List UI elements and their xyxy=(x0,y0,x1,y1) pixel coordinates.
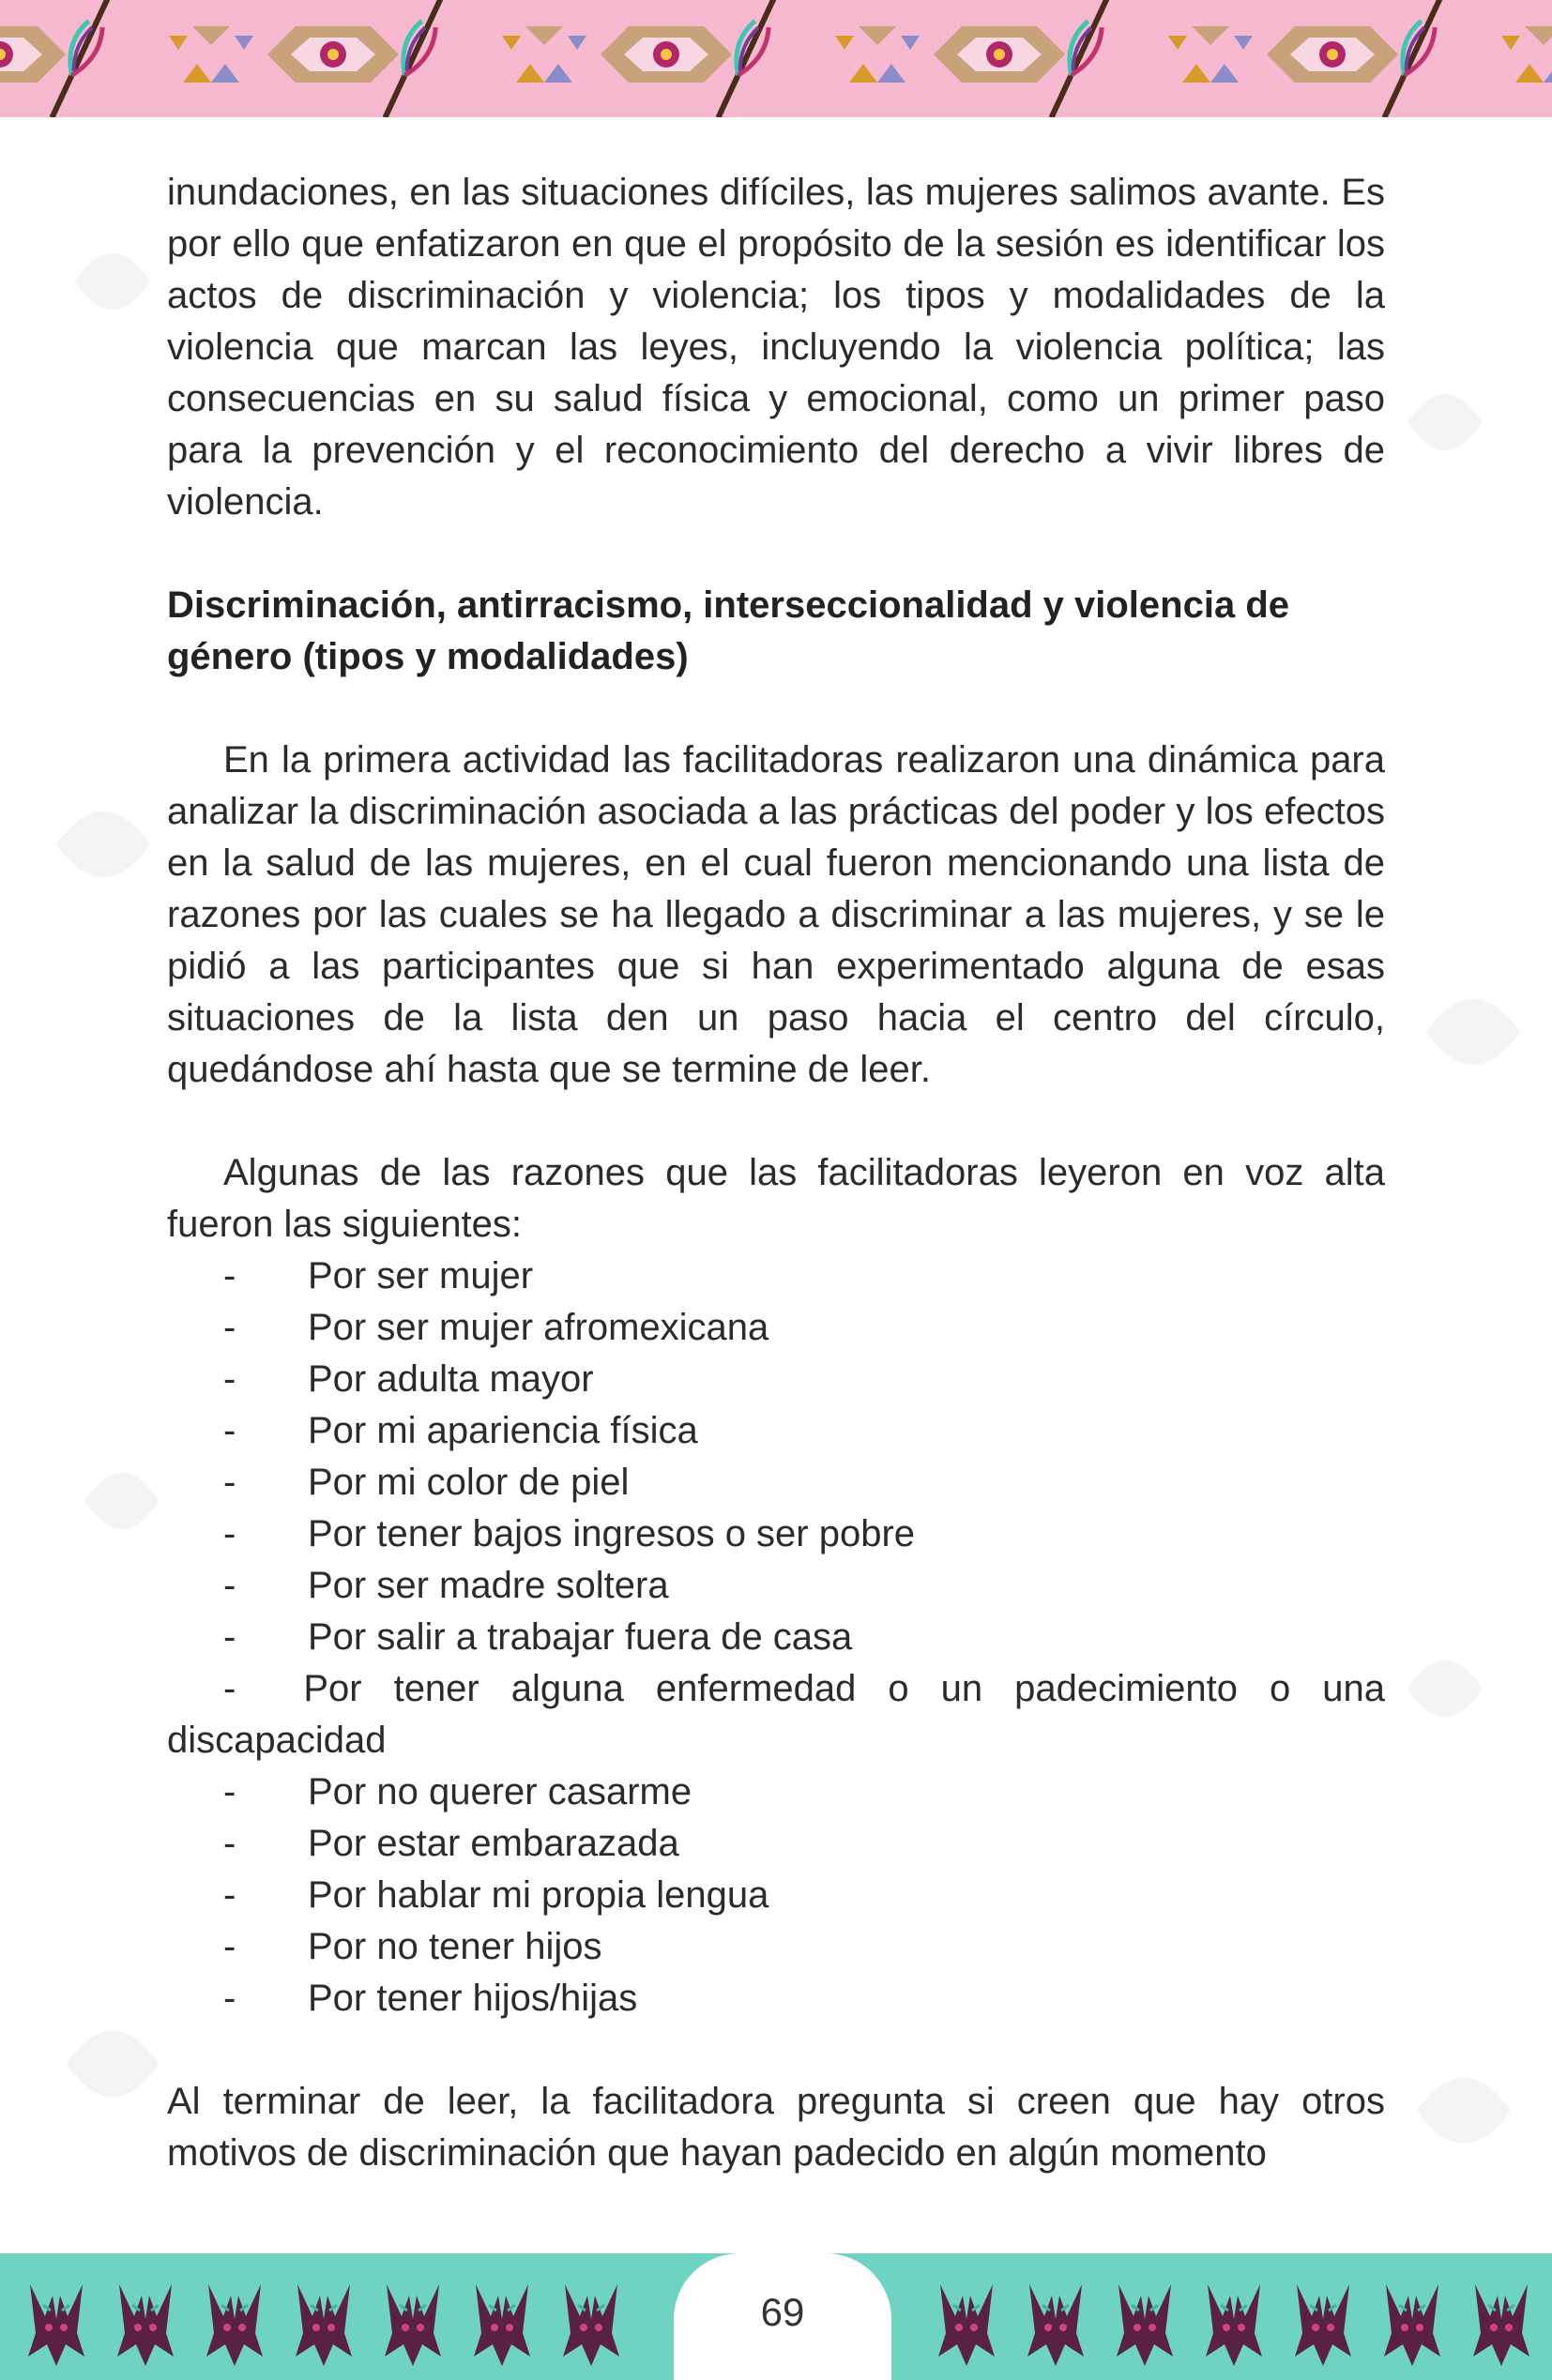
list-dash: - xyxy=(223,1513,236,1554)
list-item-text: Por ser mujer xyxy=(308,1255,534,1296)
paragraph-3: Algunas de las razones que las facilitadoras leyeron en voz alta fueron las siguientes: xyxy=(167,1152,1385,1245)
list-item xyxy=(167,1302,1385,1354)
list-dash: - xyxy=(223,1874,236,1916)
paragraph-4: Al terminar de leer, la facilitadora pregunta si creen que hay otros motivos de discriminación que hayan padecido en algún momento xyxy=(167,2081,1385,2174)
list-item-text: Por no tener hijos xyxy=(308,1926,602,1967)
list-item xyxy=(167,1921,1385,1973)
list-item xyxy=(167,1973,1385,2024)
list-item-text: Por no querer casarme xyxy=(308,1771,692,1812)
list-item-text: Por estar embarazada xyxy=(308,1823,679,1864)
list-item xyxy=(167,1870,1385,1921)
list-item xyxy=(167,1508,1385,1560)
list-item-text: Por hablar mi propia lengua xyxy=(308,1874,769,1916)
list-dash: - xyxy=(223,1616,236,1658)
list-dash: - xyxy=(223,1410,236,1451)
list-item-text: Por salir a trabajar fuera de casa xyxy=(308,1616,853,1658)
paragraph-1: inundaciones, en las situaciones difíciles, las mujeres salimos avante. Es por ello que enfatizaron en que el propósito de la sesión es identificar los actos de discriminación y violencia; los tipos y modalidades de la violencia que marcan las leyes, incluyendo la violencia política; las consecuencias en su salud física y emocional, como un primer paso para la prevención y el reconocimiento del derecho a vivir libres de violencia. xyxy=(167,172,1385,523)
list-dash: - xyxy=(223,1771,236,1812)
list-item xyxy=(167,1663,1385,1766)
list-item-text: Por ser mujer afromexicana xyxy=(308,1307,769,1348)
list-item-text: Por tener hijos/hijas xyxy=(308,1978,638,2019)
list-item xyxy=(167,1405,1385,1457)
list-item xyxy=(167,1766,1385,1818)
page-number: 69 xyxy=(760,2290,805,2334)
list-item xyxy=(167,1251,1385,1302)
list-item-text: Por tener alguna enfermedad o un padecimiento o una discapacidad xyxy=(167,1668,1385,1761)
list-item-text: Por tener bajos ingresos o ser pobre xyxy=(308,1513,916,1554)
list-item-text: Por mi apariencia física xyxy=(308,1410,698,1451)
list-dash: - xyxy=(223,1255,236,1296)
list-dash: - xyxy=(223,1978,236,2019)
list-item-text: Por adulta mayor xyxy=(308,1358,594,1400)
list-item-text: Por mi color de piel xyxy=(308,1462,630,1503)
list-item xyxy=(167,1560,1385,1612)
list-dash: - xyxy=(223,1565,236,1606)
list-dash: - xyxy=(223,1307,236,1348)
list-dash: - xyxy=(223,1462,236,1503)
list-dash: - xyxy=(223,1926,236,1967)
list-dash: - xyxy=(223,1358,236,1400)
list-item xyxy=(167,1354,1385,1405)
reasons-list xyxy=(167,1251,1385,2024)
list-item xyxy=(167,1457,1385,1508)
list-item-text: Por ser madre soltera xyxy=(308,1565,669,1606)
list-dash: - xyxy=(223,1668,236,1709)
list-item xyxy=(167,1818,1385,1870)
top-decorative-banner xyxy=(0,0,1552,117)
section-heading: Discriminación, antirracismo, interseccionalidad y violencia de género (tipos y modalidades) xyxy=(167,584,1289,677)
list-dash: - xyxy=(223,1823,236,1864)
list-item xyxy=(167,1612,1385,1663)
embroidery-pattern-icon xyxy=(0,0,1552,117)
paragraph-2: En la primera actividad las facilitadoras realizaron una dinámica para analizar la discriminación asociada a las prácticas del poder y los efectos en la salud de las mujeres, en el cual fueron mencionando una lista de razones por las cuales se ha llegado a discriminar a las mujeres, y se le pidió a las participantes que si han experimentado alguna de esas situaciones de la lista den un paso hacia el centro del círculo, quedándose ahí hasta que se termine de leer. xyxy=(167,739,1385,1090)
document-body xyxy=(167,167,1385,2179)
